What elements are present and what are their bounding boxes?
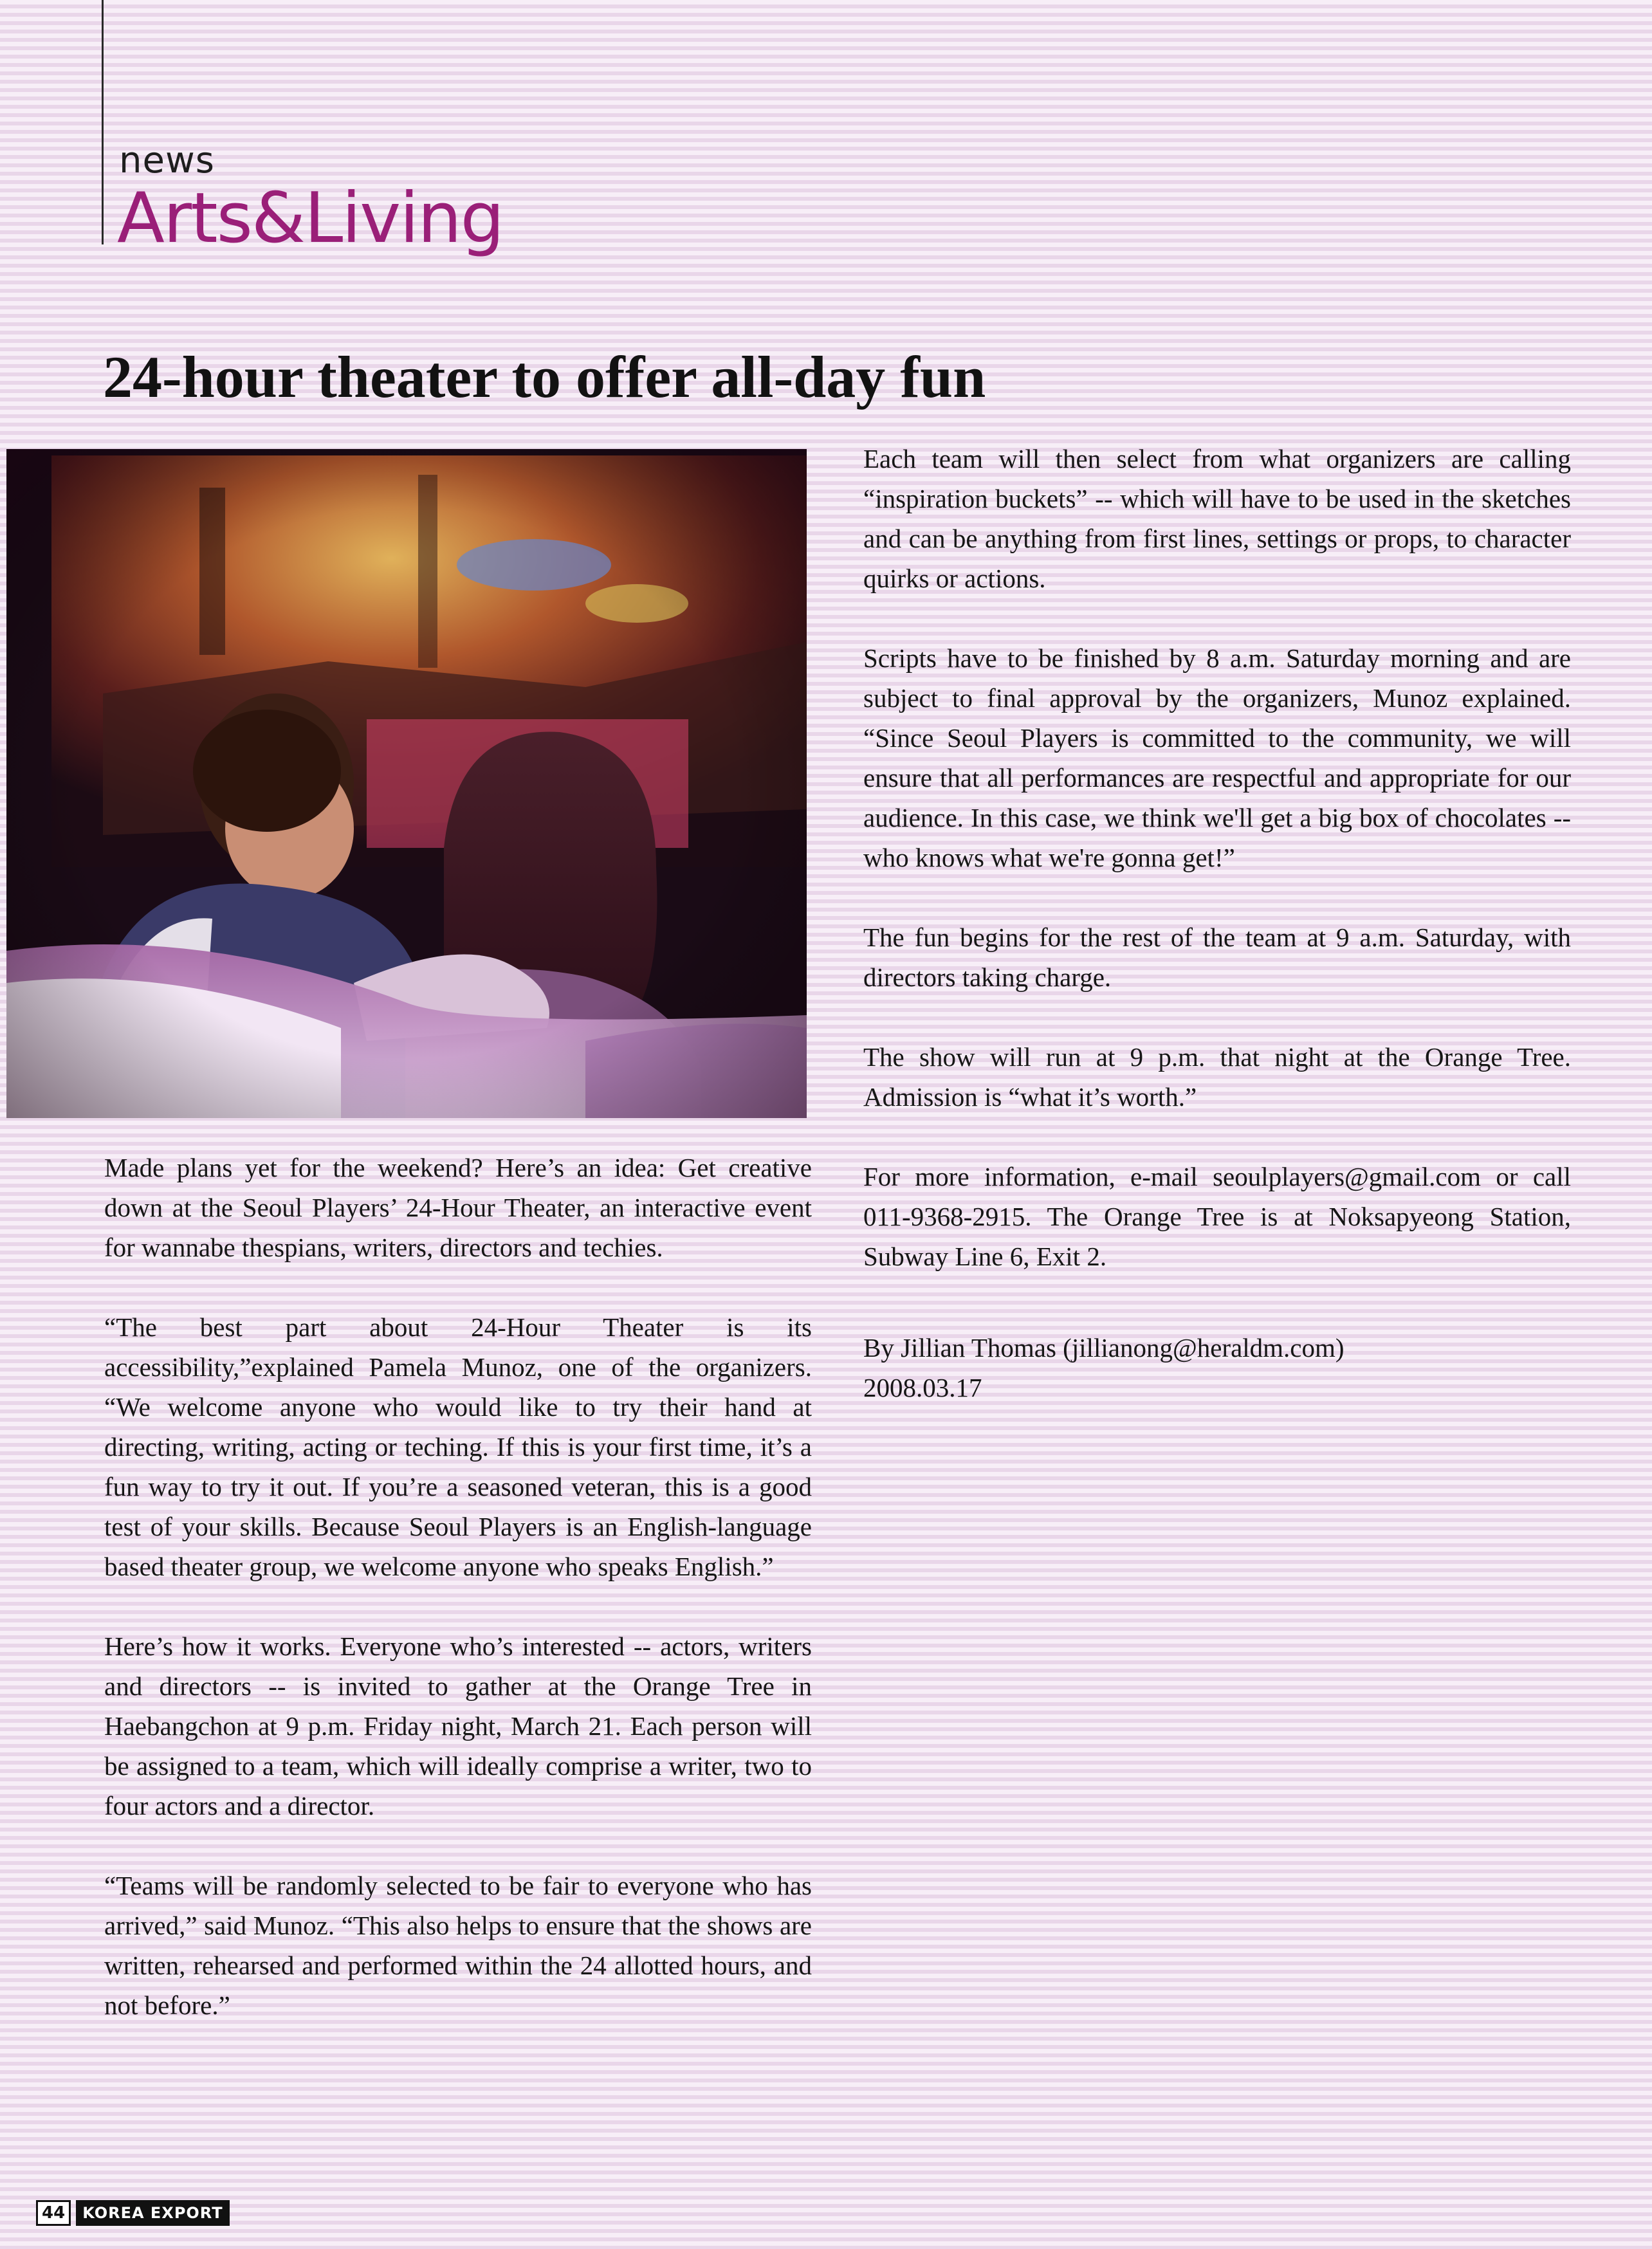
article-headline: 24-hour theater to offer all-day fun xyxy=(103,344,986,410)
article-column-right xyxy=(863,439,1571,1408)
article-paragraph: Made plans yet for the weekend? Here’s an idea: Get creative down at the Seoul Players’ 24-Hour Theater, an interactive event for wannabe thespians, writers, directors and techies. xyxy=(104,1153,812,1262)
article-byline: By Jillian Thomas (jillianong@heraldm.com) xyxy=(863,1333,1345,1363)
article-column-left xyxy=(104,1148,812,2065)
article-date: 2008.03.17 xyxy=(863,1373,982,1402)
article-paragraph: Here’s how it works. Everyone who’s interested -- actors, writers and directors -- is invited to gather at the Orange Tree in Haebangchon at 9 p.m. Friday night, March 21. Each person will be assigned to a team, which will ideally comprise a writer, two to four actors and a director. xyxy=(104,1631,812,1821)
magazine-brand-logo: KOREA EXPORT xyxy=(76,2200,229,2226)
article-paragraph: For more information, e-mail seoulplayers@gmail.com or call 011-9368-2915. The Orange Tree is at Noksapyeong Station, Subway Line 6, Exit 2. xyxy=(863,1162,1571,1271)
article-photo xyxy=(6,449,807,1118)
section-kicker: news xyxy=(119,140,215,181)
article-paragraph: The fun begins for the rest of the team at 9 a.m. Saturday, with directors taking charge. xyxy=(863,923,1571,992)
article-byline-block xyxy=(863,1328,1571,1408)
couple-at-theater-photo xyxy=(6,449,807,1118)
page-number: 44 xyxy=(36,2200,71,2226)
article-paragraph: Each team will then select from what organizers are calling “inspiration buckets” -- which will have to be used in the sketches and can be anything from first lines, settings or props, to character quirks or actions. xyxy=(863,444,1571,593)
section-rule xyxy=(102,0,104,244)
article-paragraph: The show will run at 9 p.m. that night at the Orange Tree. Admission is “what it’s worth.” xyxy=(863,1042,1571,1112)
page-folio xyxy=(36,2200,230,2226)
article-paragraph: “The best part about 24-Hour Theater is its accessibility,”explained Pamela Munoz, one of the organizers. “We welcome anyone who would like to try their hand at directing, writing, acting or teching. If this is your first time, it’s a fun way to try it out. If you’re a seasoned veteran, this is a good test of your skills. Because Seoul Players is an English-language based theater group, we welcome anyone who speaks English.” xyxy=(104,1312,812,1581)
article-paragraph: “Teams will be randomly selected to be fair to everyone who has arrived,” said Munoz. “This also helps to ensure that the shows are written, rehearsed and performed within the 24 allotted hours, and not before.” xyxy=(104,1871,812,2020)
article-paragraph: Scripts have to be finished by 8 a.m. Saturday morning and are subject to final approval by the organizers, Munoz explained. “Since Seoul Players is committed to the community, we will ensure that all performances are respectful and appropriate for our audience. In this case, we think we'll get a big box of chocolates -- who knows what we're gonna get!” xyxy=(863,643,1571,872)
section-title: Arts&Living xyxy=(117,178,504,259)
